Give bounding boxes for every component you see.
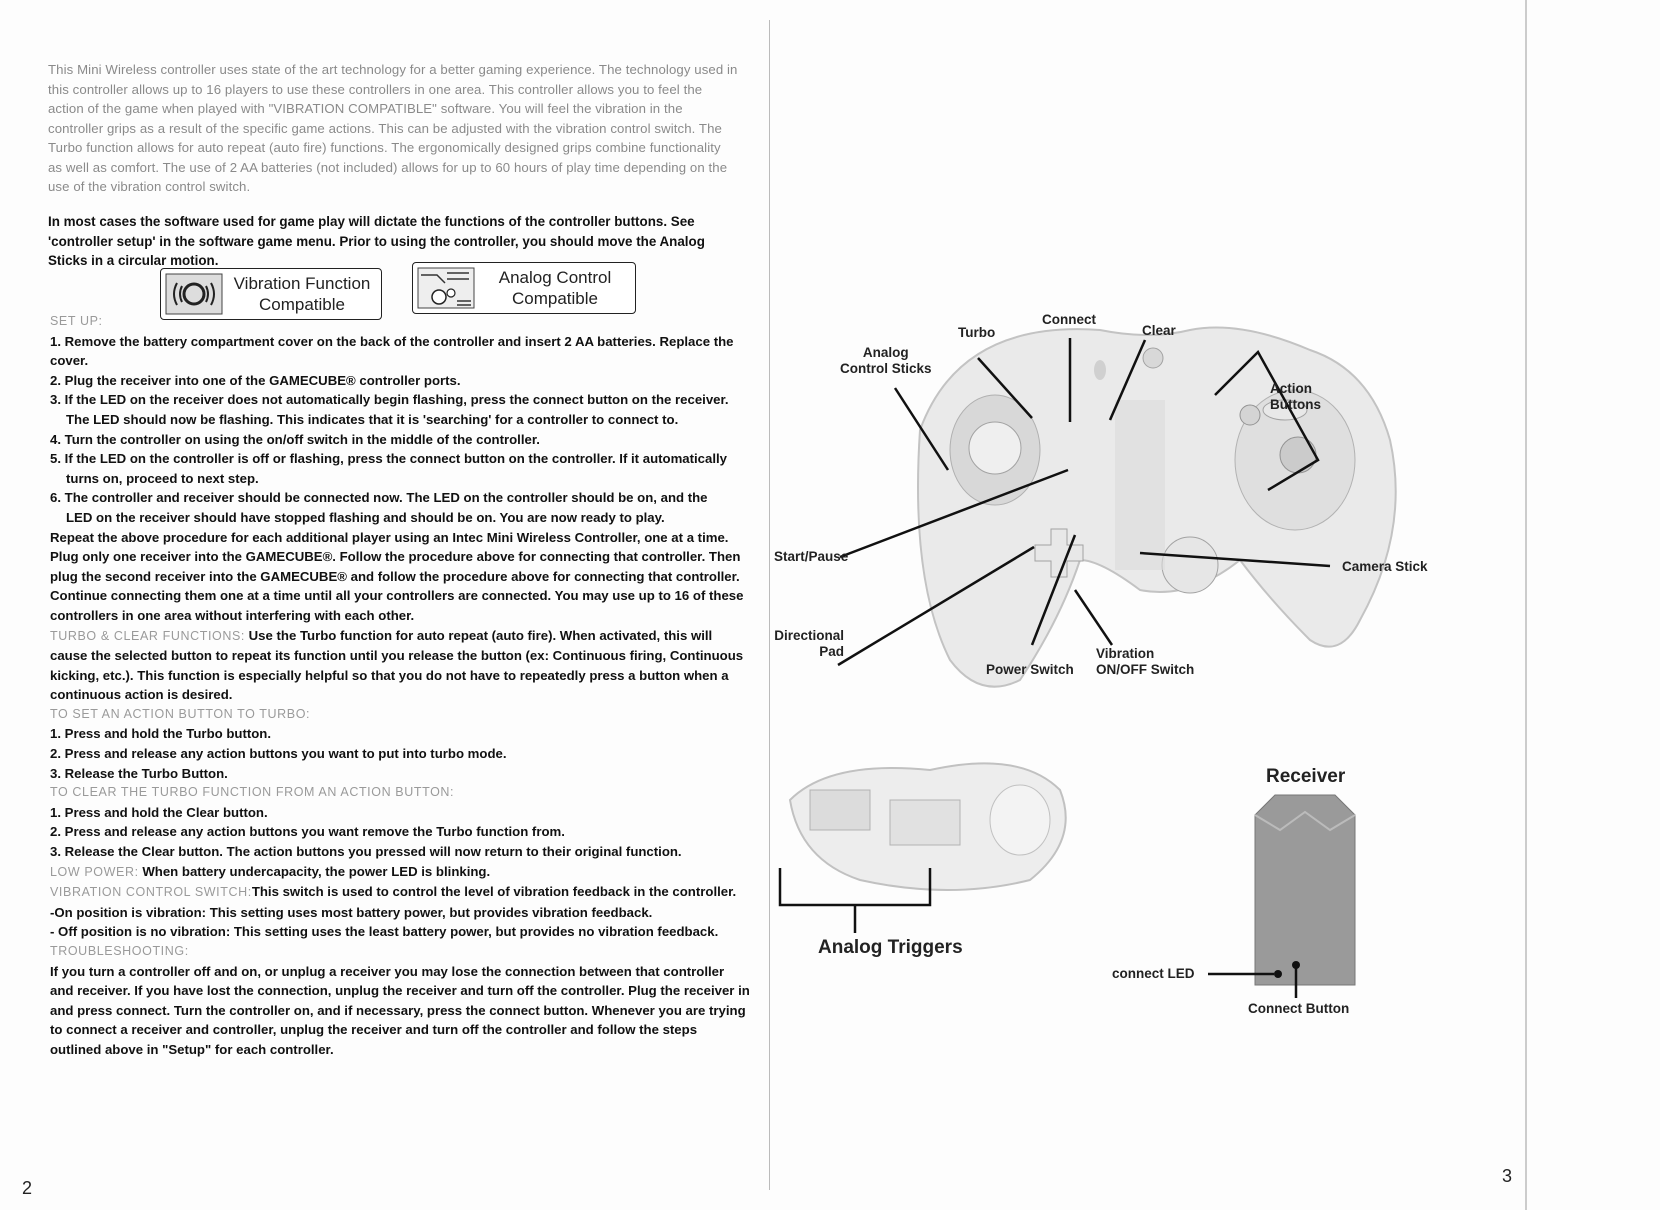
- setup-step: turns on, proceed to next step.: [66, 470, 259, 486]
- label-connect-led: connect LED: [1112, 966, 1195, 981]
- analog-compatible-badge: [412, 262, 636, 314]
- badge2-line1: Analog Control: [498, 268, 612, 287]
- label-action-buttons: Action Buttons: [1270, 381, 1321, 412]
- clear-turbo-step: 3. Release the Clear button. The action buttons you pressed will now return to their original function.: [50, 844, 682, 860]
- intro-paragraph: This Mini Wireless controller uses state of the art technology for a better gaming experience. The technology used in this controller allows up to 16 players to use these controllers in one area. This controller allows you to feel the action of the game when played with "VIBRATION COMPATIBLE" software. You will feel the vibration in the controller grips as a result of the specific game actions. This can be adjusted with the vibration control switch. The Turbo function allows for auto repeat (auto fire) functions. The ergonomically designed grips combine functionality as well as comfort. The use of 2 AA batteries (not included) allows for up to 60 hours of play time depending on the use of the vibration control switch.: [48, 62, 738, 194]
- triggers-illustration: [790, 763, 1066, 890]
- badge1-line2: Compatible: [259, 295, 345, 314]
- software-note: In most cases the software used for game play will dictate the functions of the controller buttons. See 'controller setup' in the software game menu. Prior to using the controller, you should move the Analog Sticks in a circular motion.: [48, 214, 705, 268]
- badge2-line2: Compatible: [512, 289, 598, 308]
- set-turbo-heading: TO SET AN ACTION BUTTON TO TURBO:: [50, 706, 311, 721]
- turbo-heading: TURBO & CLEAR FUNCTIONS:: [50, 628, 245, 643]
- troubleshooting-text: If you turn a controller off and on, or unplug a receiver you may lose the connection between that controller and receiver. If you have lost the connection, unplug the receiver and turn off the controller. Plug the receiver in and press connect. Turn the controller on, and if necessary, press the connect button. Whenever you are trying to connect a receiver and controller, unplug the receiver and turn off the controller and follow the steps outlined above in "Setup" for each controller.: [50, 963, 750, 1057]
- controller-illustration: [918, 328, 1396, 687]
- set-turbo-step: 2. Press and release any action buttons you want to put into turbo mode.: [50, 746, 507, 762]
- setup-step: 1. Remove the battery compartment cover on the back of the controller and insert 2 AA batteries. Replace the cover.: [50, 333, 734, 369]
- low-power-paragraph: [50, 862, 750, 883]
- label-connect-button: Connect Button: [1248, 1001, 1350, 1016]
- receiver-illustration: [1255, 795, 1355, 985]
- setup-step: 4. Turn the controller on using the on/off switch in the middle of the controller.: [50, 431, 540, 447]
- label-connect: Connect: [1042, 312, 1096, 327]
- label-turbo: Turbo: [958, 325, 996, 340]
- page-number-right: 3: [1502, 1166, 1513, 1186]
- right-page: [770, 0, 1660, 1210]
- vibration-icon: [165, 273, 223, 315]
- label-clear: Clear: [1142, 323, 1176, 338]
- clear-turbo-heading: TO CLEAR THE TURBO FUNCTION FROM AN ACTION BUTTON:: [50, 785, 455, 800]
- left-page: [0, 0, 770, 1210]
- set-turbo-step: 1. Press and hold the Turbo button.: [50, 726, 272, 742]
- setup-step: 6. The controller and receiver should be connected now. The LED on the controller should be on, and the: [50, 490, 708, 506]
- vibration-off: - Off position is no vibration: This setting uses the least battery power, but provides no vibration feedback.: [50, 924, 719, 940]
- label-analog-triggers: Analog Triggers: [818, 937, 963, 958]
- clear-turbo-step: 1. Press and hold the Clear button.: [50, 804, 268, 820]
- low-power-text: When battery undercapacity, the power LED is blinking.: [142, 863, 491, 879]
- setup-step: 2. Plug the receiver into one of the GAMECUBE® controller ports.: [50, 372, 461, 388]
- led-dot: [1274, 970, 1282, 978]
- setup-step: The LED should now be flashing. This indicates that it is 'searching' for a controller to connect to.: [66, 411, 679, 427]
- low-power-heading: LOW POWER:: [50, 864, 139, 879]
- label-receiver: Receiver: [1266, 766, 1346, 787]
- analog-stick-icon: [417, 267, 475, 309]
- label-directional-pad: Directional Pad: [774, 628, 844, 659]
- setup-step: 3. If the LED on the receiver does not automatically begin flashing, press the connect button on the receiver.: [50, 392, 729, 408]
- repeat-paragraph: Repeat the above procedure for each additional player using an Intec Mini Wireless Controller, one at a time. Plug only one receiver into the GAMECUBE®. Follow the procedure above for connecting that controller. Then plug the second receiver into the GAMECUBE® and follow the procedure above for connecting that controller. Continue connecting them one at a time until all your controllers are connected. You may use up to 16 of these controllers in one area without interfering with each other.: [50, 529, 744, 623]
- label-power-switch: Power Switch: [986, 662, 1074, 677]
- label-analog-sticks: Analog Control Sticks: [840, 345, 932, 376]
- button-dot: [1292, 961, 1300, 969]
- label-camera-stick: Camera Stick: [1342, 559, 1428, 574]
- vibration-heading: VIBRATION CONTROL SWITCH:: [50, 885, 252, 900]
- badge1-line1: Vibration Function: [233, 274, 371, 293]
- set-turbo-step: 3. Release the Turbo Button.: [50, 765, 228, 781]
- label-start-pause: Start/Pause: [774, 549, 849, 564]
- label-vibration-switch: Vibration ON/OFF Switch: [1096, 646, 1195, 677]
- vibration-text: This switch is used to control the level of vibration feedback in the controller.: [251, 884, 737, 900]
- page-number-left: 2: [22, 1178, 33, 1198]
- vibration-paragraph: [50, 882, 750, 903]
- controller-diagram: [770, 0, 1660, 1210]
- setup-step: LED on the receiver should have stopped flashing and should be on. You are now ready to play.: [66, 509, 665, 525]
- instructions: [50, 312, 750, 1060]
- turbo-text: Use the Turbo function for auto repeat (auto fire). When activated, this will cause the selected button to repeat its function until you release the button (ex: Continuous firing, Continuous kicking, etc.). This function is especially helpful so that you do not have to repeatedly press a button when a continuous action is desired.: [50, 627, 744, 703]
- turbo-paragraph: [50, 626, 750, 705]
- troubleshooting-heading: TROUBLESHOOTING:: [50, 944, 189, 958]
- setup-heading: SET UP:: [50, 314, 103, 328]
- setup-step: 5. If the LED on the controller is off or flashing, press the connect button on the controller. If it automatically: [50, 451, 728, 467]
- vibration-on: -On position is vibration: This setting uses most battery power, but provides vibration feedback.: [50, 904, 653, 920]
- clear-turbo-step: 2. Press and release any action buttons you want remove the Turbo function from.: [50, 824, 565, 840]
